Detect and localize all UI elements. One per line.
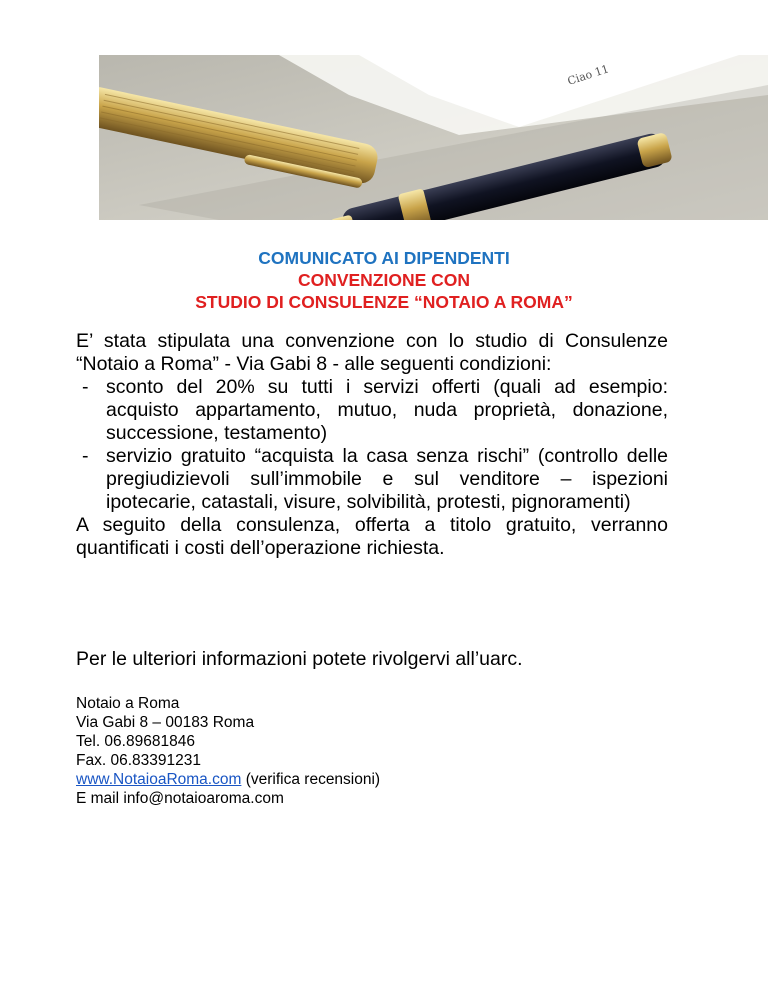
header-photo-pens	[99, 55, 768, 220]
contact-block	[76, 694, 696, 808]
info-line: Per le ulteriori informazioni potete rivolgervi all’uarc.	[76, 648, 523, 670]
intro-paragraph: E’ stata stipulata una convenzione con lo studio di Consulenze “Notaio a Roma” - Via Gabi 8 - alle seguenti condizioni:	[76, 330, 668, 375]
notice-body	[76, 330, 668, 560]
heading-studio: STUDIO DI CONSULENZE “NOTAIO A ROMA”	[195, 292, 573, 312]
svg-text:Ciao 11: Ciao 11	[565, 62, 611, 88]
closing-paragraph: A seguito della consulenza, offerta a titolo gratuito, verranno quantificati i costi dell’operazione richiesta.	[76, 514, 668, 559]
website-note: (verifica recensioni)	[245, 771, 381, 788]
notice-headings	[0, 247, 768, 313]
contact-fax: Fax. 06.83391231	[76, 752, 201, 769]
heading-communicated: COMUNICATO AI DIPENDENTI	[258, 248, 510, 268]
website-link[interactable]: www.NotaioaRoma.com	[76, 771, 242, 788]
heading-agreement: CONVENZIONE CON	[297, 270, 471, 290]
contact-email: E mail info@notaioaroma.com	[76, 790, 284, 807]
contact-tel: Tel. 06.89681846	[76, 733, 195, 750]
contact-address: Via Gabi 8 – 00183 Roma	[76, 714, 255, 731]
contact-name: Notaio a Roma	[76, 695, 180, 712]
bullet-text-free-service: servizio gratuito “acquista la casa senza rischi” (controllo delle pregiudizievoli sull’immobile e sul venditore – ispezioni ipotecarie, catastali, visure, solvibilità, protesti, pignoramenti)	[106, 445, 668, 513]
contact-website-row	[76, 770, 696, 789]
pen-illustration	[99, 55, 768, 220]
bullet-item: - servizio gratuito “acquista la casa senza rischi” (controllo delle pregiudizievoli sull’immobile e sul venditore – ispezioni ipotecarie, catastali, visure, solvibilità, protesti, pignoramenti)	[82, 445, 668, 513]
bullet-item: - sconto del 20% su tutti i servizi offerti (quali ad esempio: acquisto appartamento, mutuo, nuda proprietà, donazione, successione, testamento)	[82, 376, 668, 444]
bullet-text-discount: sconto del 20% su tutti i servizi offerti (quali ad esempio: acquisto appartamento, mutuo, nuda proprietà, donazione, successione, testamento)	[106, 376, 668, 444]
